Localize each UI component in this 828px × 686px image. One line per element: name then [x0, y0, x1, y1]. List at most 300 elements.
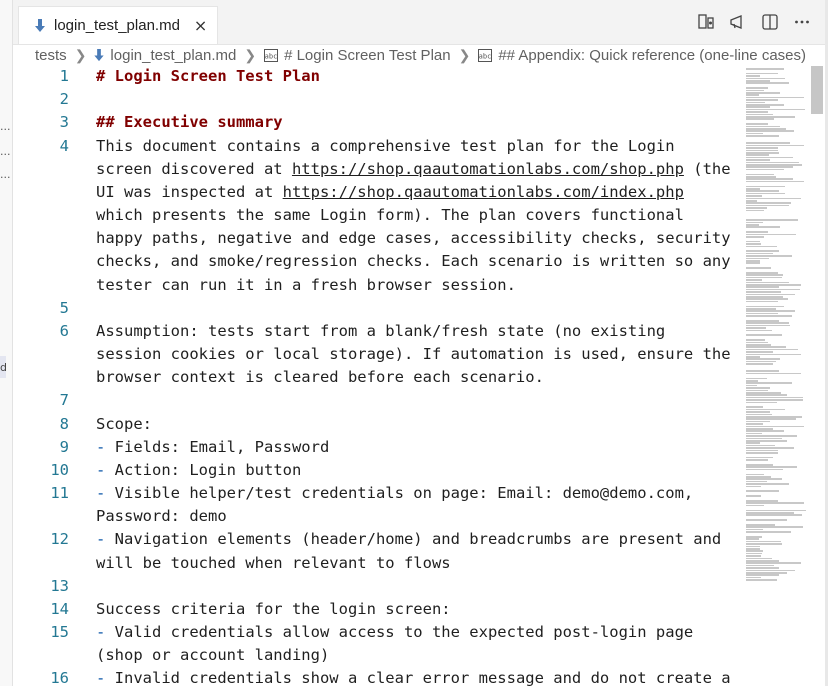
- minimap-line: [746, 414, 772, 416]
- minimap-line: [746, 186, 785, 188]
- code-line[interactable]: [13, 644, 743, 667]
- minimap-line: [746, 111, 768, 113]
- minimap-line: [746, 291, 781, 293]
- minimap-line: [746, 502, 804, 504]
- breadcrumb: [35, 44, 828, 66]
- more-icon[interactable]: [792, 12, 812, 32]
- minimap-line: [746, 514, 802, 516]
- explorer-panel-edge: [0, 0, 12, 686]
- minimap-line: [746, 402, 777, 404]
- code-line[interactable]: [13, 413, 743, 436]
- minimap-line: [746, 308, 776, 310]
- line-number: 13: [50, 576, 69, 595]
- code-line[interactable]: [13, 575, 743, 598]
- minimap-line: [746, 159, 770, 161]
- minimap-line: [746, 78, 785, 80]
- minimap-line: [746, 258, 769, 260]
- line-text: will be touched when relevant to flows: [96, 553, 451, 572]
- minimap-line: [746, 250, 779, 252]
- symbol-string-icon: [478, 49, 492, 62]
- line-number: 1: [59, 67, 69, 85]
- minimap-line: [746, 200, 757, 202]
- text-run: Valid credentials allow access to the expected post-login page: [105, 623, 694, 642]
- minimap-line: [746, 157, 793, 159]
- minimap-line: [746, 210, 764, 212]
- minimap-line: [746, 260, 760, 262]
- line-number: [13, 366, 69, 389]
- text-run: Navigation elements (header/home) and breadcrumbs are present and: [105, 530, 722, 549]
- line-text: [96, 667, 731, 686]
- line-number: 8: [59, 414, 69, 433]
- minimap-line: [746, 406, 763, 408]
- tab-bar: [13, 0, 828, 45]
- minimap-line: [746, 198, 801, 200]
- minimap-line: [746, 68, 784, 70]
- minimap-line: [746, 193, 785, 195]
- symbol-string-icon: [264, 49, 278, 62]
- minimap-line: [746, 169, 784, 171]
- minimap-line: [746, 82, 789, 84]
- split-editor-icon[interactable]: [760, 12, 780, 32]
- truncated-item[interactable]: ...: [0, 120, 11, 133]
- minimap-line: [746, 320, 779, 322]
- code-line[interactable]: [13, 621, 743, 644]
- minimap-line: [746, 526, 803, 528]
- tab-login-test-plan[interactable]: [18, 6, 218, 44]
- text-run: screen discovered at: [96, 159, 292, 178]
- minimap-line: [746, 361, 776, 363]
- code-line[interactable]: [13, 227, 743, 250]
- minimap-line: [746, 342, 768, 344]
- markdown-file-icon: [35, 19, 45, 33]
- minimap-line: [746, 529, 763, 531]
- list-marker: -: [96, 484, 106, 503]
- minimap-line: [746, 147, 778, 149]
- minimap-line: [746, 373, 801, 375]
- list-marker: -: [96, 669, 106, 686]
- minimap-line: [746, 390, 768, 392]
- code-line[interactable]: [13, 459, 743, 482]
- code-line[interactable]: [13, 667, 743, 686]
- line-text: tester can run it in a fresh browser session.: [96, 275, 516, 294]
- line-number: [13, 204, 69, 227]
- minimap-line: [746, 481, 767, 483]
- minimap-line: [746, 370, 779, 372]
- minimap-line: [746, 176, 776, 178]
- minimap-line: [746, 447, 794, 449]
- minimap-line: [746, 464, 773, 466]
- minimap-line: [746, 385, 757, 387]
- minimap-line: [746, 562, 801, 564]
- minimap-line: [746, 330, 772, 332]
- minimap-line: [746, 560, 779, 562]
- minimap-line: [746, 356, 760, 358]
- minimap-line: [746, 358, 780, 360]
- line-number: 5: [59, 298, 69, 317]
- minimap-line: [746, 195, 762, 197]
- minimap-line: [746, 426, 804, 428]
- line-number: 9: [59, 437, 69, 456]
- minimap-line: [746, 570, 795, 572]
- truncated-item[interactable]: ...: [0, 168, 11, 181]
- minimap-line: [746, 135, 779, 137]
- line-text: browser context is cleared before each scenario.: [96, 368, 544, 387]
- minimap-line: [746, 512, 794, 514]
- list-marker: -: [96, 530, 106, 549]
- line-text: Assumption: tests start from a blank/fresh state (no existing: [96, 321, 666, 340]
- text-run: UI was inspected at: [96, 182, 283, 201]
- minimap-line: [746, 555, 761, 557]
- line-number: 11: [50, 484, 69, 503]
- line-text: Password: demo: [96, 507, 227, 526]
- minimap-line: [746, 150, 778, 152]
- text-run: Invalid credentials show a clear error message and do not create a: [105, 669, 731, 686]
- minimap-line: [746, 87, 768, 89]
- editor-actions: [696, 12, 812, 32]
- minimap-line: [746, 579, 777, 581]
- list-marker: -: [96, 460, 106, 479]
- selected-item-edge[interactable]: d: [0, 356, 6, 378]
- minimap-line: [746, 399, 803, 401]
- minimap-line: [746, 142, 790, 144]
- minimap-line: [746, 102, 765, 104]
- code-line[interactable]: [13, 297, 743, 320]
- breadcrumb-symbol-h2[interactable]: abc ## Appendix: Quick reference (one-line cases): [479, 46, 806, 64]
- markdown-file-icon: [94, 49, 104, 62]
- minimap-line: [746, 313, 778, 315]
- minimap-line: [746, 397, 803, 399]
- minimap-line: [746, 428, 773, 430]
- minimap-line: [746, 550, 763, 552]
- line-number: 4: [59, 136, 69, 155]
- line-number: 12: [50, 530, 69, 549]
- line-number: [13, 158, 69, 181]
- broadcast-icon[interactable]: [728, 12, 748, 32]
- minimap-line: [746, 262, 760, 264]
- minimap-line: [746, 241, 760, 243]
- minimap-line: [746, 546, 760, 548]
- minimap-line: [746, 190, 779, 192]
- minimap-line: [746, 572, 787, 574]
- code-line[interactable]: [13, 389, 743, 412]
- chevron-right-icon: ❯: [74, 46, 87, 63]
- minimap-line: [746, 466, 797, 468]
- minimap-line: [746, 433, 762, 435]
- minimap-line: [746, 181, 804, 183]
- minimap-line: [746, 202, 791, 204]
- minimap-line: [746, 421, 770, 423]
- minimap-line: [746, 378, 767, 380]
- minimap-line: [746, 231, 768, 233]
- line-text: [96, 621, 693, 644]
- line-text: checks, and smoke/regression checks. Each scenario is written so any: [96, 252, 731, 271]
- minimap-line: [746, 394, 787, 396]
- minimap-line: [746, 349, 798, 351]
- minimap-line: [746, 457, 773, 459]
- code-line[interactable]: [13, 250, 743, 273]
- minimap-line: [746, 387, 770, 389]
- minimap-line: [746, 97, 804, 99]
- vertical-scrollbar[interactable]: [809, 66, 825, 686]
- minimap-line: [746, 519, 787, 521]
- line-number: 3: [59, 113, 69, 132]
- code-line[interactable]: [13, 366, 743, 389]
- code-line[interactable]: [13, 598, 743, 621]
- line-text: [96, 459, 301, 482]
- line-text: [96, 436, 329, 459]
- minimap-line: [746, 207, 767, 209]
- text-run: Visible helper/test credentials on page: Email: demo@demo.com,: [105, 484, 694, 503]
- text-run: Action: Login button: [105, 460, 302, 479]
- minimap-line: [746, 459, 768, 461]
- breadcrumb-symbol-h1[interactable]: abc # Login Screen Test Plan: [264, 46, 451, 64]
- code-line[interactable]: [13, 111, 743, 134]
- minimap-line: [746, 152, 779, 154]
- minimap-line: [746, 75, 760, 77]
- minimap-line: [746, 430, 784, 432]
- minimap-line: [746, 363, 773, 365]
- minimap-line: [746, 282, 789, 284]
- minimap-line: [746, 164, 802, 166]
- line-text: [96, 181, 684, 204]
- line-text: happy paths, negative and edge cases, accessibility checks, security: [96, 229, 731, 248]
- minimap-line: [746, 538, 759, 540]
- chevron-right-icon: ❯: [458, 46, 471, 63]
- minimap-line: [746, 483, 789, 485]
- line-number: [13, 343, 69, 366]
- minimap-line: [746, 106, 770, 108]
- minimap-line: [746, 322, 789, 324]
- line-number: [13, 505, 69, 528]
- truncated-item[interactable]: ...: [0, 145, 11, 158]
- minimap-line: [746, 418, 796, 420]
- breadcrumb-file[interactable]: login_test_plan.md: [94, 47, 236, 64]
- line-text: # Login Screen Test Plan: [96, 67, 320, 85]
- minimap-line: [746, 128, 786, 130]
- minimap-line: [746, 531, 791, 533]
- minimap-line: [746, 123, 768, 125]
- minimap-line: [746, 541, 781, 543]
- url-link[interactable]: https://shop.qaautomationlabs.com/shop.php: [291, 159, 684, 178]
- line-text: Scope:: [96, 414, 152, 433]
- line-text: Success criteria for the login screen:: [96, 599, 451, 618]
- minimap-line: [746, 354, 801, 356]
- minimap-line: [746, 301, 778, 303]
- line-text: [96, 528, 721, 551]
- line-number: 16: [50, 669, 69, 686]
- code-line[interactable]: [13, 204, 743, 227]
- minimap-line: [746, 234, 796, 236]
- minimap-line: [746, 536, 762, 538]
- editor-text-area[interactable]: [13, 66, 743, 686]
- open-preview-icon[interactable]: [696, 12, 716, 32]
- minimap-line: [746, 255, 792, 257]
- minimap-line: [746, 267, 771, 269]
- line-text: [96, 482, 693, 505]
- minimap-line: [746, 474, 764, 476]
- url-link[interactable]: https://shop.qaautomationlabs.com/index.php: [282, 182, 684, 201]
- minimap-line: [746, 219, 798, 221]
- line-text: ## Executive summary: [96, 113, 283, 132]
- minimap-line: [746, 505, 764, 507]
- code-line[interactable]: [13, 482, 743, 505]
- minimap-line: [746, 272, 778, 274]
- minimap-line: [746, 306, 784, 308]
- text-run: (the: [683, 159, 731, 178]
- code-line[interactable]: [13, 181, 743, 204]
- minimap-line: [746, 558, 772, 560]
- minimap-line: [746, 243, 761, 245]
- code-line[interactable]: [13, 552, 743, 575]
- minimap-line: [746, 416, 802, 418]
- minimap-line: [746, 236, 764, 238]
- minimap-line: [746, 80, 770, 82]
- minimap-line: [746, 94, 759, 96]
- line-number: [13, 250, 69, 273]
- minimap-line: [746, 116, 795, 118]
- minimap-line: [746, 92, 780, 94]
- code-line[interactable]: [13, 528, 743, 551]
- minimap-line: [746, 310, 795, 312]
- code-line[interactable]: [13, 343, 743, 366]
- minimap-line: [746, 344, 771, 346]
- close-icon[interactable]: ×: [193, 16, 208, 35]
- minimap-line: [746, 435, 797, 437]
- minimap-line: [746, 543, 782, 545]
- code-line[interactable]: [13, 88, 743, 111]
- minimap-line: [746, 99, 778, 101]
- minimap-line: [746, 567, 779, 569]
- minimap-line: [746, 126, 780, 128]
- line-text: [96, 158, 731, 181]
- minimap-line: [746, 440, 787, 442]
- minimap-line: [746, 382, 792, 384]
- minimap-line: [746, 298, 788, 300]
- minimap-line: [746, 339, 765, 341]
- code-line[interactable]: [13, 135, 743, 158]
- minimap-line: [746, 442, 760, 444]
- code-line[interactable]: [13, 274, 743, 297]
- minimap-line: [746, 490, 779, 492]
- minimap-line: [746, 277, 782, 279]
- minimap-line: [746, 114, 773, 116]
- code-line[interactable]: [13, 158, 743, 181]
- minimap-line: [746, 334, 782, 336]
- line-number: 15: [50, 623, 69, 642]
- minimap-line: [746, 548, 760, 550]
- tab-title: login_test_plan.md: [54, 17, 180, 34]
- line-text: This document contains a comprehensive test plan for the Login: [96, 136, 675, 155]
- minimap-line: [746, 284, 801, 286]
- code-line[interactable]: [13, 66, 743, 88]
- minimap-line: [746, 574, 779, 576]
- minimap-line: [746, 478, 782, 480]
- line-number: 7: [59, 391, 69, 410]
- minimap-line: [746, 565, 774, 567]
- minimap[interactable]: [745, 66, 809, 586]
- breadcrumb-folder[interactable]: tests: [35, 46, 67, 64]
- minimap-line: [746, 327, 766, 329]
- minimap-line: [746, 524, 775, 526]
- line-number: 14: [50, 599, 69, 618]
- minimap-line: [746, 296, 783, 298]
- text-run: Fields: Email, Password: [105, 437, 330, 456]
- minimap-line: [746, 438, 782, 440]
- minimap-line: [746, 409, 785, 411]
- minimap-line: [746, 188, 760, 190]
- line-number: [13, 274, 69, 297]
- minimap-line: [746, 445, 775, 447]
- minimap-line: [746, 73, 778, 75]
- minimap-line: [746, 380, 758, 382]
- minimap-line: [746, 392, 781, 394]
- minimap-line: [746, 476, 771, 478]
- minimap-line: [746, 205, 789, 207]
- minimap-line: [746, 486, 761, 488]
- minimap-line: [746, 553, 762, 555]
- minimap-line: [746, 423, 763, 425]
- minimap-line: [746, 510, 806, 512]
- minimap-line: [746, 274, 783, 276]
- minimap-line: [746, 154, 769, 156]
- minimap-line: [746, 133, 763, 135]
- minimap-line: [746, 130, 794, 132]
- minimap-line: [746, 118, 774, 120]
- minimap-line: [746, 577, 761, 579]
- svg-text:abc: abc: [264, 52, 278, 60]
- minimap-line: [746, 315, 792, 317]
- minimap-line: [746, 246, 777, 248]
- line-number: [13, 227, 69, 250]
- minimap-line: [746, 346, 786, 348]
- minimap-line: [746, 222, 763, 224]
- minimap-line: [746, 166, 793, 168]
- scrollbar-thumb[interactable]: [811, 66, 823, 114]
- minimap-line: [746, 279, 762, 281]
- code-line[interactable]: [13, 320, 743, 343]
- line-number: [13, 644, 69, 667]
- list-marker: -: [96, 437, 106, 456]
- code-line[interactable]: [13, 436, 743, 459]
- minimap-line: [746, 109, 805, 111]
- minimap-line: [746, 325, 790, 327]
- minimap-line: [746, 450, 778, 452]
- line-text: session cookies or local storage). If automation is used, ensure the: [96, 345, 731, 364]
- minimap-line: [746, 294, 795, 296]
- chevron-right-icon: ❯: [244, 46, 257, 63]
- minimap-line: [746, 495, 761, 497]
- line-text: which presents the same Login form). The plan covers functional: [96, 206, 684, 225]
- minimap-line: [746, 104, 784, 106]
- minimap-line: [746, 351, 773, 353]
- line-number: 10: [50, 460, 69, 479]
- line-text: (shop or account landing): [96, 646, 330, 665]
- code-line[interactable]: [13, 505, 743, 528]
- list-marker: -: [96, 623, 106, 642]
- minimap-line: [746, 452, 778, 454]
- svg-text:abc: abc: [479, 52, 492, 60]
- minimap-line: [746, 289, 800, 291]
- minimap-line: [746, 90, 764, 92]
- minimap-line: [746, 253, 773, 255]
- line-number: 2: [59, 90, 69, 109]
- minimap-line: [746, 411, 770, 413]
- minimap-line: [746, 500, 778, 502]
- minimap-line: [746, 286, 779, 288]
- line-number: 6: [59, 321, 69, 340]
- minimap-line: [746, 224, 759, 226]
- minimap-line: [746, 145, 804, 147]
